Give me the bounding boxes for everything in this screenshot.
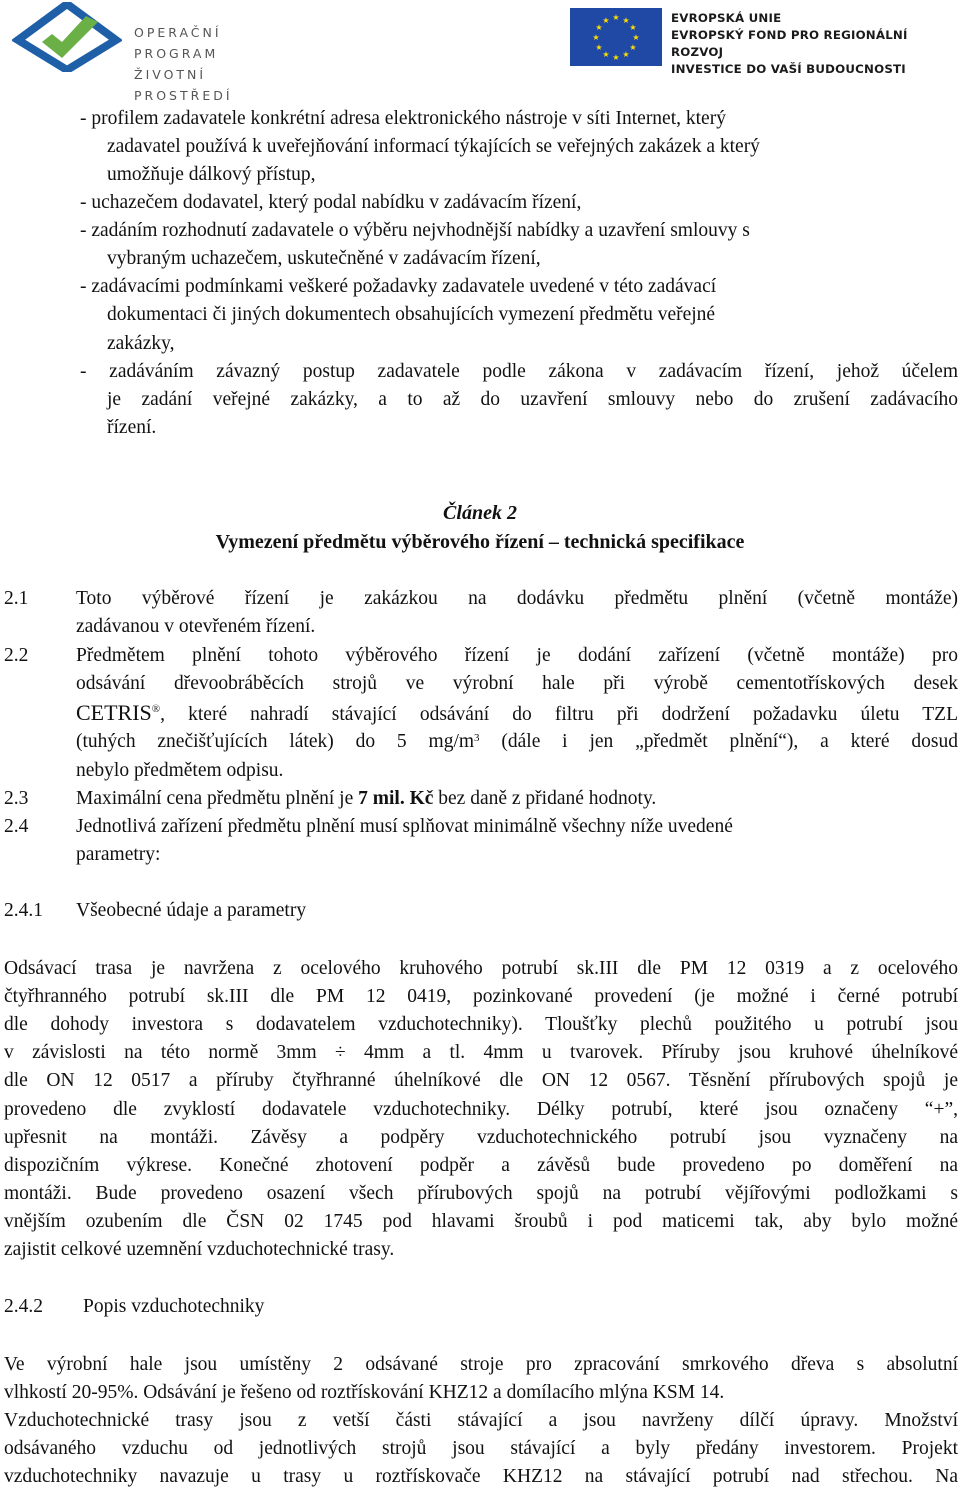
svg-text:★: ★ — [592, 33, 600, 42]
paragraph-line: Vzduchotechnické trasy jsou z vetší části stávající a jsou navrženy dílčí úpravy. Množství — [4, 1410, 958, 1431]
section-2-2-line: odsávání dřevoobráběcích strojů ve výrobní hale při výrobě cementotřískových desek — [76, 673, 958, 694]
eu-line1: EVROPSKÁ UNIE — [671, 11, 782, 25]
paragraph-line: dle dohody investora s dodavatelem vzduchotechniky). Tloušťky plechů použitého u potrubí jsou — [4, 1014, 958, 1035]
paragraph-line: zajistit celkové uzemnění vzduchotechnické trasy. — [4, 1239, 395, 1260]
eu-line2: EVROPSKÝ FOND PRO REGIONÁLNÍ ROZVOJ — [671, 28, 908, 59]
paragraph-line: odsávaného vzduchu od jednotlivých strojů jsou stávající a byly předány investorem. Projekt — [4, 1438, 958, 1459]
definition-line: - zadáním rozhodnutí zadavatele o výběru nejvhodnější nabídky a uzavření smlouvy s — [80, 220, 750, 241]
svg-text:★: ★ — [595, 23, 603, 32]
section-2-2-line: nebylo předmětem odpisu. — [76, 760, 284, 781]
paragraph-line: Ve výrobní hale jsou umístěny 2 odsávané stroje pro zpracování smrkového dřeva s absolutní — [4, 1354, 958, 1375]
section-2-1-line: zadávanou v otevřeném řízení. — [76, 616, 316, 637]
definition-line: vybraným uchazečem, uskutečněné v zadávacím řízení, — [107, 248, 541, 269]
paragraph-line: provedeno dle zvyklostí dodavatele vzduchotechniky. Délky potrubí, které jsou označeny “+”, — [4, 1099, 958, 1120]
paragraph-line: Odsávací trasa je navržena z ocelového kruhového potrubí sk.III dle PM 12 0319 a z ocelového — [4, 958, 958, 979]
svg-text:★: ★ — [612, 53, 620, 62]
op-zp-logo — [12, 2, 292, 103]
section-2-3-line — [76, 785, 656, 813]
section-number-2-4-2: 2.4.2 — [4, 1296, 43, 1317]
svg-text:★: ★ — [602, 50, 610, 59]
op-logo-line2: ŽIVOTNÍ PROSTŘEDÍ — [134, 67, 233, 103]
section-number-2-3: 2.3 — [4, 788, 29, 809]
tzl-text: (tuhých znečišťujících látek) do 5 mg/m — [76, 731, 475, 752]
svg-text:★: ★ — [622, 50, 630, 59]
paragraph-line: montáži. Bude provedeno osazení všech přírubových spojů na potrubí vějířovými podložkami s — [4, 1183, 958, 1204]
section-number-2-4: 2.4 — [4, 816, 29, 837]
section-2-2-line: Předmětem plnění tohoto výběrového řízení je dodání zařízení (včetně montáže) pro — [76, 645, 958, 666]
svg-text:★: ★ — [595, 43, 603, 52]
paragraph-line: v závislosti na této normě 3mm ÷ 4mm a tl. 4mm u tvarovek. Příruby jsou kruhové úhelníkové — [4, 1042, 958, 1063]
svg-text:★: ★ — [629, 23, 637, 32]
definition-line: - uchazečem dodavatel, který podal nabídku v zadávacím řízení, — [80, 192, 582, 213]
section-2-2-line-cetris — [76, 699, 958, 729]
definition-line: zakázky, — [107, 333, 175, 354]
section-2-4-line: parametry: — [76, 844, 161, 865]
paragraph-line: dle ON 12 0517 a příruby čtyřhranné úhelníkové dle ON 12 0567. Těsnění přírubových spojů je — [4, 1070, 958, 1091]
op-logo-line1: OPERAČNÍ PROGRAM — [134, 25, 222, 61]
article-number: Článek 2 — [443, 502, 517, 524]
paragraph-line: čtyřhranného potrubí sk.III dle PM 12 0419, pozinkované provedení (je možné i černé potrubí — [4, 986, 958, 1007]
definition-line: zadavatel používá k uveřejňování informací týkajících se veřejných zakázek a který — [107, 136, 760, 157]
paragraph-line: dispozičním výkrese. Konečné zhotovení podpěr a závěsů bude provedeno po doměření na — [4, 1155, 958, 1176]
max-price-note: bez daně z přidané hodnoty. — [433, 788, 657, 809]
svg-text:★: ★ — [629, 43, 637, 52]
definition-line: řízení. — [107, 417, 157, 438]
section-number-2-1: 2.1 — [4, 588, 29, 609]
section-2-2-line-tzl — [76, 728, 958, 756]
eu-line3: INVESTICE DO VAŠÍ BUDOUCNOSTI — [671, 62, 906, 76]
definition-line: umožňuje dálkový přístup, — [107, 164, 316, 185]
definition-line: je zadání veřejné zakázky, a to až do uzavření smlouvy nebo do zrušení zadávacího — [107, 389, 958, 410]
max-price-label: Maximální cena předmětu plnění je — [76, 788, 359, 809]
svg-text:★: ★ — [622, 16, 630, 25]
svg-text:★: ★ — [612, 13, 620, 22]
section-number-2-2: 2.2 — [4, 645, 29, 666]
svg-text:★: ★ — [632, 33, 640, 42]
section-2-4-line: Jednotlivá zařízení předmětu plnění musí splňovat minimálně všechny níže uvedené — [76, 816, 733, 837]
section-number-2-4-1: 2.4.1 — [4, 900, 43, 921]
definition-line: dokumentaci či jiných dokumentech obsahujících vymezení předmětu veřejné — [107, 304, 716, 325]
section-2-4-2-title: Popis vzduchotechniky — [83, 1296, 265, 1317]
section-2-4-1-title: Všeobecné údaje a parametry — [76, 900, 307, 921]
eu-flag-icon — [570, 8, 662, 66]
registered-mark: ® — [151, 703, 161, 715]
article-title: Vymezení předmětu výběrového řízení – technická specifikace — [215, 531, 745, 553]
paragraph-line: vnějším ozubením dle ČSN 02 1745 pod hlavami šroubů i pod maticemi tak, aby bylo možné — [4, 1211, 958, 1232]
paragraph-line: upřesnit na montáži. Závěsy a podpěry vzduchotechnického potrubí jsou vyznačeny na — [4, 1127, 958, 1148]
cetris-brand: CETRIS — [76, 700, 152, 725]
svg-text:★: ★ — [602, 16, 610, 25]
op-diamond-logo-icon — [12, 2, 122, 72]
page-header — [0, 0, 960, 103]
paragraph-line: vzduchotechniky navazuje u trasy u roztřískovače KHZ12 na stávající potrubí nad střechou. Na — [4, 1466, 958, 1487]
section-2-1-line: Toto výběrové řízení je zakázkou na dodávku předmětu plnění (včetně montáže) — [76, 588, 958, 609]
tzl-rest: (dále i jen „předmět plnění“), a které dosud — [479, 731, 958, 752]
eu-logo-text — [671, 10, 960, 78]
max-price-value: 7 mil. Kč — [358, 788, 434, 809]
definition-line: - zadávacími podmínkami veškeré požadavky zadavatele uvedené v této zadávací — [80, 276, 717, 297]
definition-line: - profilem zadavatele konkrétní adresa elektronického nástroje v síti Internet, který — [80, 108, 726, 129]
definition-line: - zadáváním závazný postup zadavatele podle zákona v zadávacím řízení, jehož účelem — [80, 361, 958, 382]
cetris-line-rest: , které nahradí stávající odsávání do filtru při dodržení požadavku úletu TZL — [160, 704, 958, 725]
paragraph-line: vlhkostí 20-95%. Odsávání je řešeno od roztřískování KHZ12 a domílacího mlýna KSM 14. — [4, 1382, 725, 1403]
cubic-superscript: 3 — [474, 732, 480, 744]
